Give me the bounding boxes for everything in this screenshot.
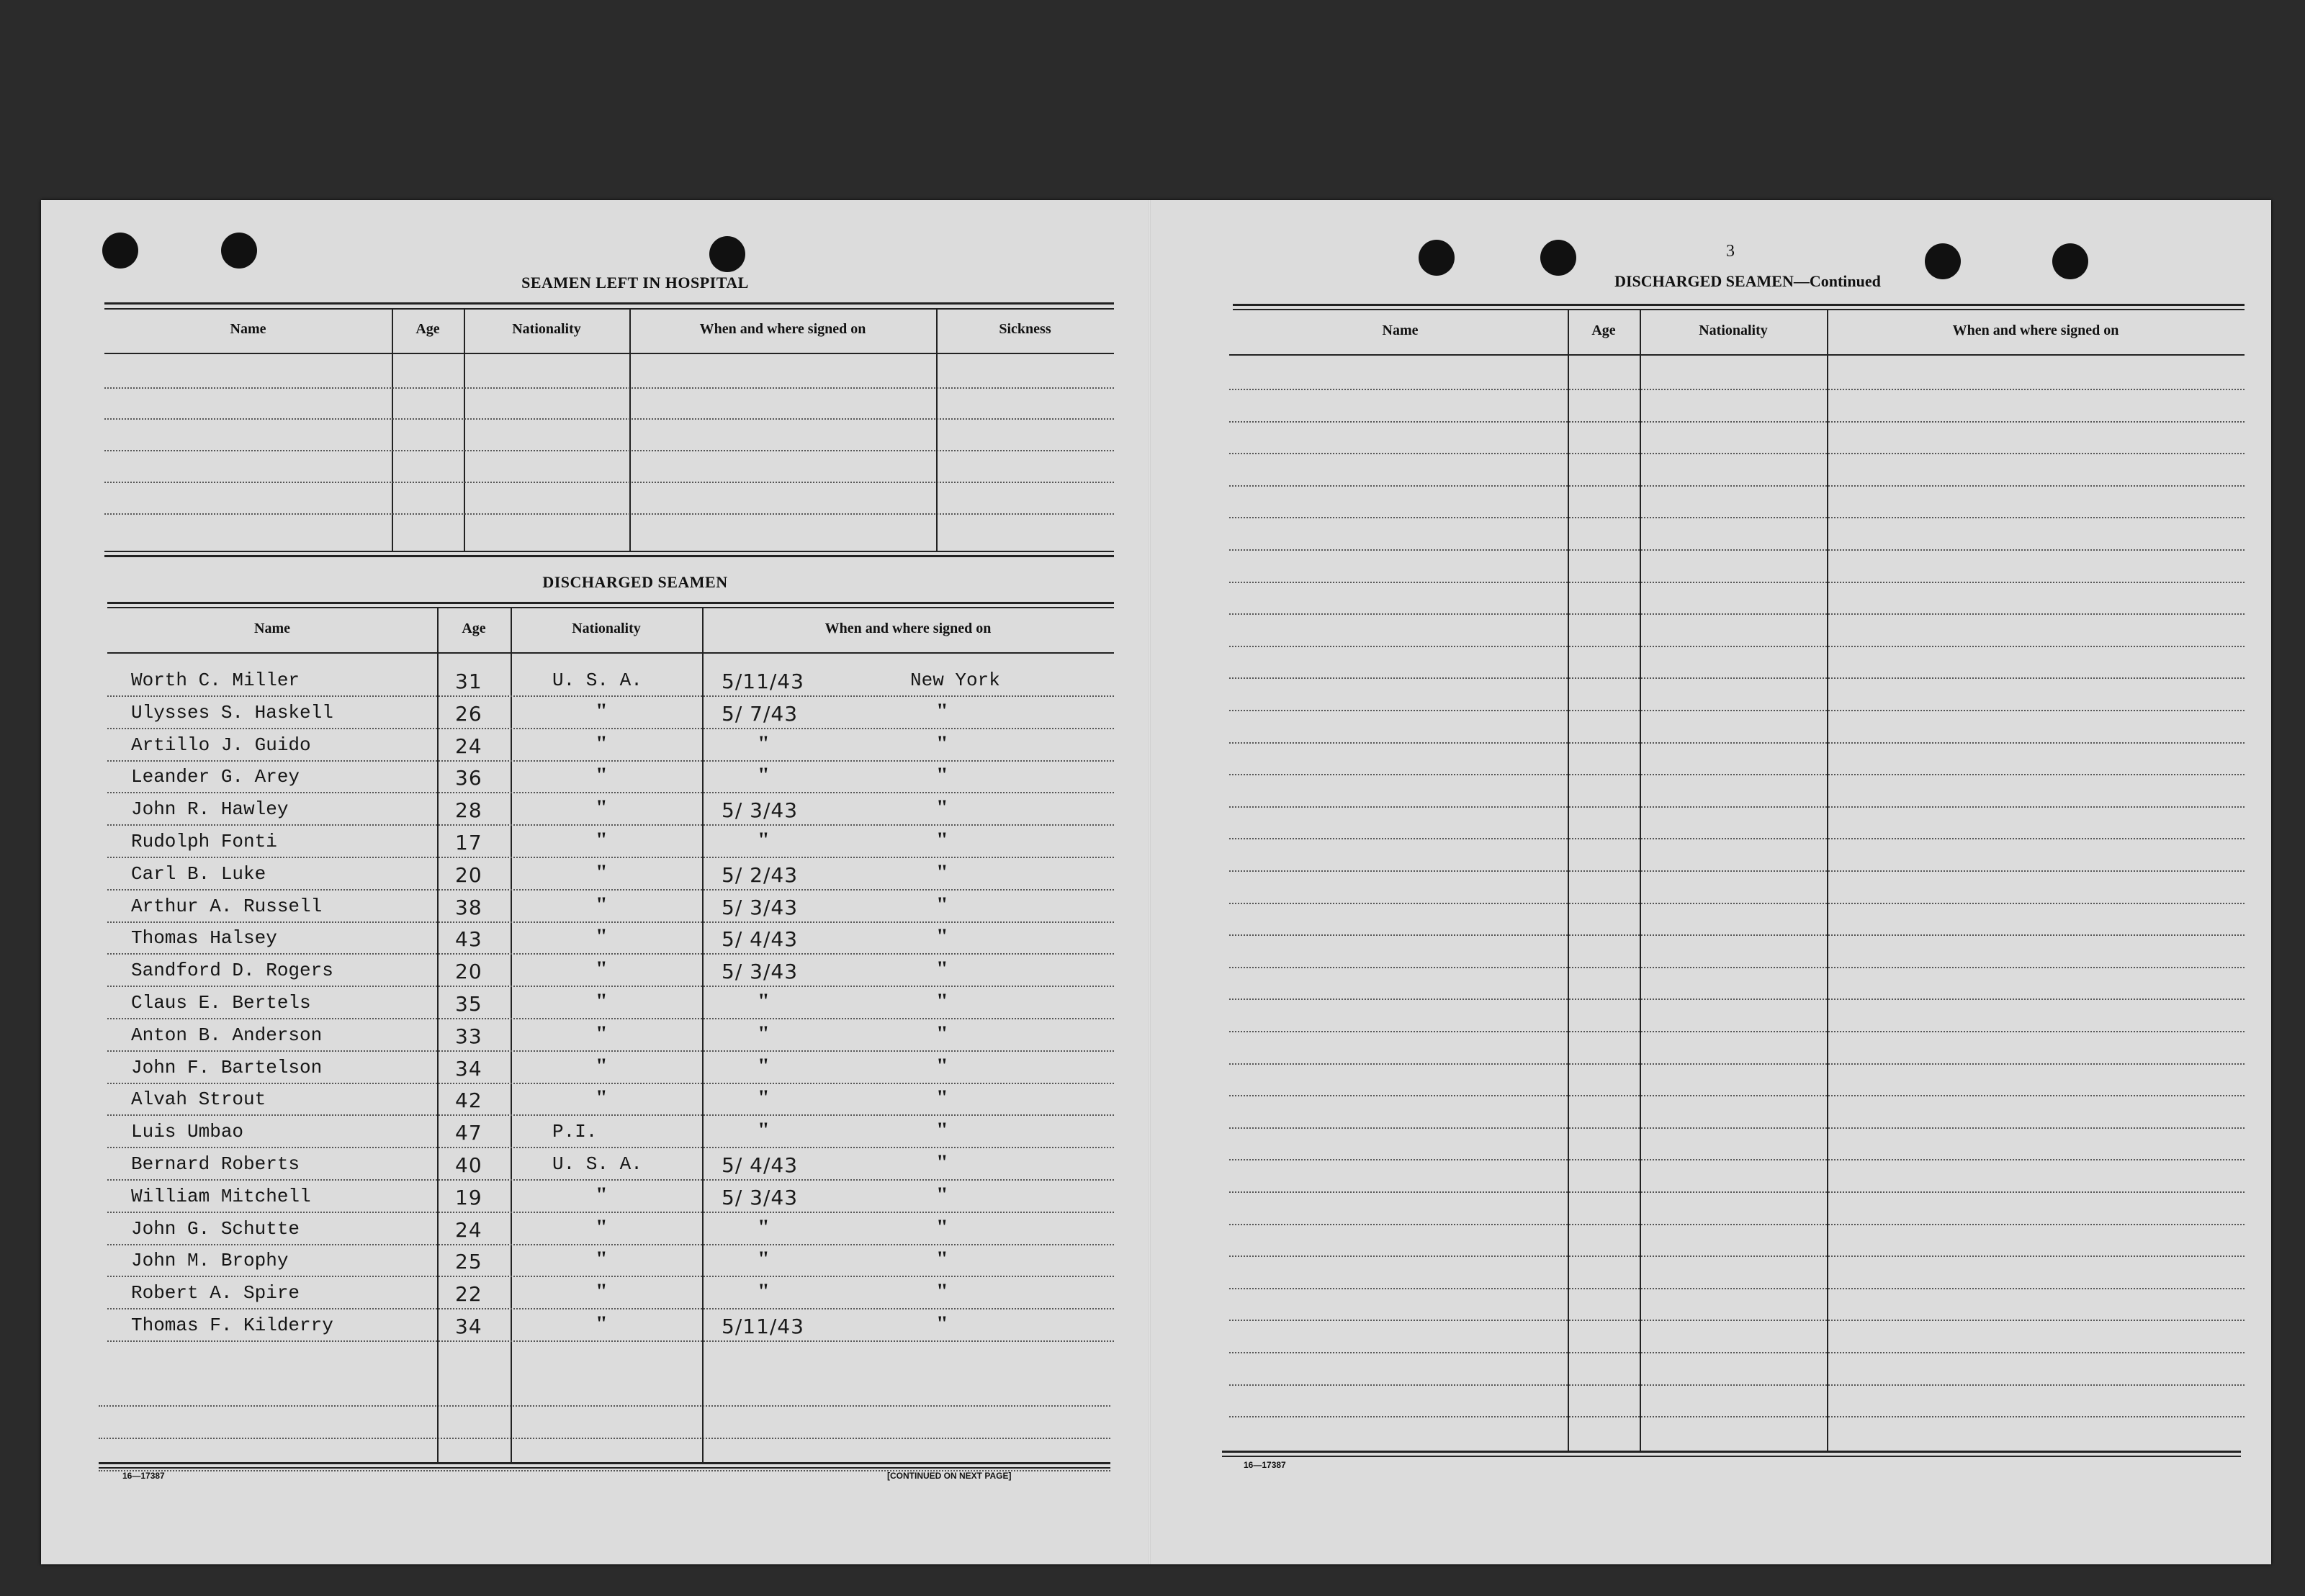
left-form-number: 16—17387	[122, 1471, 165, 1481]
right-col-divider	[1568, 309, 1569, 1451]
right-row-line	[1229, 582, 2245, 583]
punch-hole	[221, 233, 257, 269]
discharged-top-rule	[107, 602, 1114, 604]
signed-on-date: "	[758, 731, 770, 755]
seaman-age: 24	[455, 1217, 482, 1242]
signed-on-place: "	[936, 860, 948, 884]
seaman-age: 26	[455, 701, 482, 726]
seaman-age: 24	[455, 734, 482, 758]
signed-on-date: "	[758, 1086, 770, 1110]
signed-on-date: 5/ 3/43	[722, 960, 799, 984]
signed-on-date: "	[758, 828, 770, 852]
right-row-line	[1229, 421, 2245, 423]
seaman-age: 38	[455, 895, 482, 919]
seaman-age: 33	[455, 1024, 482, 1048]
right-row-line	[1229, 1095, 2245, 1096]
hospital-header-rule	[104, 353, 1114, 354]
signed-on-date: 5/ 3/43	[722, 798, 799, 823]
right-row-line	[1229, 774, 2245, 775]
signed-on-place: "	[936, 1214, 948, 1239]
discharged-row-line	[107, 1212, 1114, 1213]
punch-hole	[2052, 243, 2088, 279]
seaman-name: Anton B. Anderson	[131, 1024, 323, 1046]
seaman-name: Rudolph Fonti	[131, 831, 277, 852]
hospital-header-age: Age	[415, 321, 440, 337]
seaman-nationality: "	[596, 989, 608, 1013]
discharged-header-age: Age	[462, 621, 486, 636]
right-row-line	[1229, 838, 2245, 839]
seaman-nationality: "	[596, 763, 608, 788]
right-form-number: 16—17387	[1244, 1460, 1286, 1470]
discharged-row-line	[107, 1050, 1114, 1052]
signed-on-place: "	[936, 1086, 948, 1110]
discharged-row-line	[107, 1276, 1114, 1277]
discharged-row-line	[107, 824, 1114, 826]
hospital-header-nationality: Nationality	[512, 321, 581, 337]
signed-on-date: "	[758, 1279, 770, 1304]
right-row-line	[1229, 742, 2245, 744]
seaman-age: 43	[455, 927, 482, 952]
seaman-name: John G. Schutte	[131, 1217, 300, 1240]
signed-on-place: "	[936, 1312, 948, 1335]
discharged-section-title: DISCHARGED SEAMEN	[542, 573, 728, 591]
seaman-name: Sandford D. Rogers	[131, 960, 333, 982]
right-section-title	[1568, 272, 1928, 291]
discharged-header-when-where: When and where signed on	[825, 621, 992, 636]
discharged-header-nationality: Nationality	[572, 621, 641, 636]
seaman-age: 47	[455, 1121, 482, 1145]
seaman-age: 34	[455, 1315, 482, 1338]
right-row-line	[1229, 677, 2245, 679]
right-header-nationality: Nationality	[1699, 323, 1768, 338]
signed-on-place: "	[936, 828, 948, 852]
discharged-row-line	[107, 1114, 1114, 1116]
signed-on-place: "	[936, 731, 948, 755]
right-bottom-rule	[1222, 1456, 2241, 1457]
seaman-name: Arthur A. Russell	[131, 895, 323, 917]
seaman-name: Carl B. Luke	[131, 862, 266, 885]
signed-on-date: 5/ 2/43	[722, 862, 799, 887]
hospital-header-when-where: When and where signed on	[699, 321, 866, 337]
signed-on-date: "	[758, 763, 770, 788]
seaman-nationality: "	[596, 698, 608, 723]
right-row-line	[1229, 453, 2245, 454]
right-header-when-where: When and where signed on	[1952, 323, 2119, 338]
discharged-row-line	[107, 1018, 1114, 1019]
seaman-nationality: U. S. A.	[552, 669, 642, 691]
seaman-age: 40	[455, 1153, 482, 1177]
signed-on-date: 5/ 3/43	[722, 1185, 799, 1209]
seaman-name: Leander G. Arey	[131, 766, 300, 788]
right-row-line	[1229, 485, 2245, 487]
signed-on-date: 5/ 3/43	[722, 895, 799, 919]
signed-on-place: "	[936, 1182, 948, 1207]
discharged-row-line	[107, 921, 1114, 923]
right-top-rule	[1233, 309, 2245, 310]
signed-on-date: "	[758, 989, 770, 1013]
right-header-age: Age	[1591, 323, 1616, 338]
right-row-line	[1229, 1127, 2245, 1129]
right-row-line	[1229, 613, 2245, 615]
seaman-nationality: "	[596, 1182, 608, 1207]
right-row-line	[1229, 1159, 2245, 1160]
signed-on-place: "	[936, 1150, 948, 1174]
hospital-header-name: Name	[230, 321, 266, 337]
signed-on-place: "	[936, 1247, 948, 1271]
right-bottom-rule	[1222, 1451, 2241, 1453]
signed-on-place: "	[936, 795, 948, 820]
punch-hole	[102, 233, 138, 269]
discharged-col-divider	[511, 607, 512, 1462]
signed-on-place: "	[936, 1053, 948, 1078]
discharged-col-divider	[437, 607, 439, 1462]
signed-on-date: 5/11/43	[722, 669, 804, 693]
discharged-row-line	[107, 1308, 1114, 1309]
hospital-section-title: SEAMEN LEFT IN HOSPITAL	[521, 274, 749, 292]
page-number: 3	[1726, 242, 1735, 261]
seaman-nationality: "	[596, 1214, 608, 1239]
hospital-top-rule	[104, 308, 1114, 310]
right-row-line	[1229, 1288, 2245, 1289]
seaman-nationality: "	[596, 924, 608, 949]
right-title-bold: DISCHARGED SEAMEN	[1614, 272, 1794, 290]
document-paper	[41, 200, 2271, 1564]
seaman-age: 42	[455, 1088, 482, 1113]
seaman-nationality: "	[596, 795, 608, 820]
right-row-line	[1229, 1416, 2245, 1417]
right-row-line	[1229, 1384, 2245, 1386]
signed-on-place: "	[936, 892, 948, 916]
signed-on-date: 5/ 4/43	[722, 1153, 799, 1177]
seaman-name: Claus E. Bertels	[131, 992, 311, 1014]
signed-on-date: "	[758, 1118, 770, 1142]
punch-hole	[709, 236, 745, 272]
signed-on-place: "	[936, 957, 948, 981]
seaman-name: William Mitchell	[131, 1185, 311, 1207]
signed-on-date: "	[758, 1053, 770, 1078]
seaman-nationality: "	[596, 892, 608, 916]
signed-on-place: "	[936, 989, 948, 1013]
punch-hole	[1419, 240, 1455, 276]
seaman-nationality: "	[596, 1053, 608, 1078]
right-row-line	[1229, 646, 2245, 647]
hospital-row-line	[104, 387, 1114, 389]
signed-on-date: 5/11/43	[722, 1315, 804, 1338]
signed-on-date: 5/ 4/43	[722, 927, 799, 952]
seaman-nationality: "	[596, 1086, 608, 1110]
seaman-name: Robert A. Spire	[131, 1282, 300, 1304]
punch-hole	[1540, 240, 1576, 276]
seaman-age: 34	[455, 1056, 482, 1081]
right-row-line	[1229, 1191, 2245, 1193]
hospital-row-line	[104, 482, 1114, 483]
right-row-line	[1229, 1063, 2245, 1065]
seaman-age: 31	[455, 669, 482, 693]
discharged-row-line	[99, 1405, 1110, 1407]
discharged-row-line	[107, 792, 1114, 793]
discharged-row-line	[107, 857, 1114, 858]
right-row-line	[1229, 998, 2245, 1000]
right-row-line	[1229, 806, 2245, 808]
right-row-line	[1229, 934, 2245, 936]
right-col-divider	[1827, 309, 1828, 1451]
discharged-col-divider	[702, 607, 704, 1462]
right-row-line	[1229, 967, 2245, 968]
seaman-nationality: "	[596, 957, 608, 981]
seaman-nationality: P.I.	[552, 1121, 598, 1143]
seaman-nationality: "	[596, 1021, 608, 1045]
right-row-line	[1229, 1031, 2245, 1032]
hospital-header-sickness: Sickness	[999, 321, 1051, 337]
signed-on-place: "	[936, 924, 948, 949]
center-fold	[1149, 200, 1151, 1564]
right-header-rule	[1229, 354, 2245, 356]
signed-on-place: "	[936, 698, 948, 723]
signed-on-place: "	[936, 763, 948, 788]
discharged-row-line	[107, 1340, 1114, 1342]
discharged-row-line	[107, 889, 1114, 891]
seaman-nationality: "	[596, 1279, 608, 1304]
punch-hole	[1925, 243, 1961, 279]
discharged-row-line	[107, 728, 1114, 729]
seaman-name: John F. Bartelson	[131, 1056, 323, 1078]
signed-on-place: "	[936, 1118, 948, 1142]
right-row-line	[1229, 1255, 2245, 1257]
hospital-row-line	[104, 450, 1114, 451]
right-row-line	[1229, 710, 2245, 711]
hospital-bottom-rule	[104, 555, 1114, 557]
seaman-name: John R. Hawley	[131, 798, 289, 821]
seaman-name: Ulysses S. Haskell	[131, 701, 333, 723]
hospital-row-line	[104, 513, 1114, 515]
signed-on-place: "	[936, 1279, 948, 1304]
seaman-age: 28	[455, 798, 482, 823]
seaman-age: 20	[455, 862, 482, 887]
right-row-line	[1229, 1352, 2245, 1353]
seaman-nationality: "	[596, 1312, 608, 1335]
right-row-line	[1229, 1224, 2245, 1225]
signed-on-date: "	[758, 1214, 770, 1239]
seaman-age: 19	[455, 1185, 482, 1209]
discharged-row-line	[107, 986, 1114, 987]
seaman-nationality: "	[596, 731, 608, 755]
right-row-line	[1229, 870, 2245, 872]
discharged-header-rule	[107, 652, 1114, 654]
seaman-age: 25	[455, 1250, 482, 1274]
discharged-row-line	[107, 1083, 1114, 1084]
seaman-name: Worth C. Miller	[131, 669, 300, 691]
discharged-row-line	[99, 1438, 1110, 1439]
right-title-suffix: —Continued	[1793, 272, 1881, 290]
discharged-header-name: Name	[254, 621, 290, 636]
discharged-bottom-rule	[99, 1467, 1110, 1469]
right-row-line	[1229, 389, 2245, 390]
right-row-line	[1229, 517, 2245, 518]
right-col-divider	[1640, 309, 1641, 1451]
discharged-row-line	[107, 695, 1114, 697]
right-row-line	[1229, 1320, 2245, 1321]
seaman-name: John M. Brophy	[131, 1250, 289, 1272]
seaman-age: 17	[455, 831, 482, 855]
signed-on-date: 5/ 7/43	[722, 701, 799, 726]
signed-on-place: New York	[910, 669, 1000, 691]
discharged-row-line	[107, 760, 1114, 762]
hospital-top-rule	[104, 302, 1114, 305]
seaman-name: Artillo J. Guido	[131, 734, 311, 756]
right-row-line	[1229, 549, 2245, 551]
seaman-nationality: "	[596, 1247, 608, 1271]
discharged-bottom-rule	[99, 1462, 1110, 1464]
seaman-age: 20	[455, 960, 482, 984]
seaman-name: Alvah Strout	[131, 1088, 266, 1111]
seaman-nationality: U. S. A.	[552, 1153, 642, 1175]
seaman-nationality: "	[596, 860, 608, 884]
seaman-name: Thomas Halsey	[131, 927, 277, 950]
right-header-name: Name	[1382, 323, 1419, 338]
hospital-bottom-rule	[104, 551, 1114, 552]
seaman-name: Bernard Roberts	[131, 1153, 300, 1175]
hospital-row-line	[104, 418, 1114, 420]
seaman-age: 36	[455, 766, 482, 790]
signed-on-place: "	[936, 1021, 948, 1045]
signed-on-date: "	[758, 1021, 770, 1045]
seaman-age: 35	[455, 992, 482, 1016]
discharged-row-line	[107, 953, 1114, 955]
discharged-row-line	[107, 1147, 1114, 1148]
seaman-age: 22	[455, 1282, 482, 1307]
right-top-rule	[1233, 304, 2245, 306]
seaman-name: Luis Umbao	[131, 1121, 244, 1143]
seaman-nationality: "	[596, 828, 608, 852]
discharged-top-rule	[107, 607, 1114, 608]
discharged-row-line	[107, 1179, 1114, 1181]
seaman-name: Thomas F. Kilderry	[131, 1315, 333, 1336]
signed-on-date: "	[758, 1247, 770, 1271]
continued-note: [CONTINUED ON NEXT PAGE]	[887, 1471, 1012, 1481]
right-row-line	[1229, 903, 2245, 904]
discharged-row-line	[107, 1244, 1114, 1245]
